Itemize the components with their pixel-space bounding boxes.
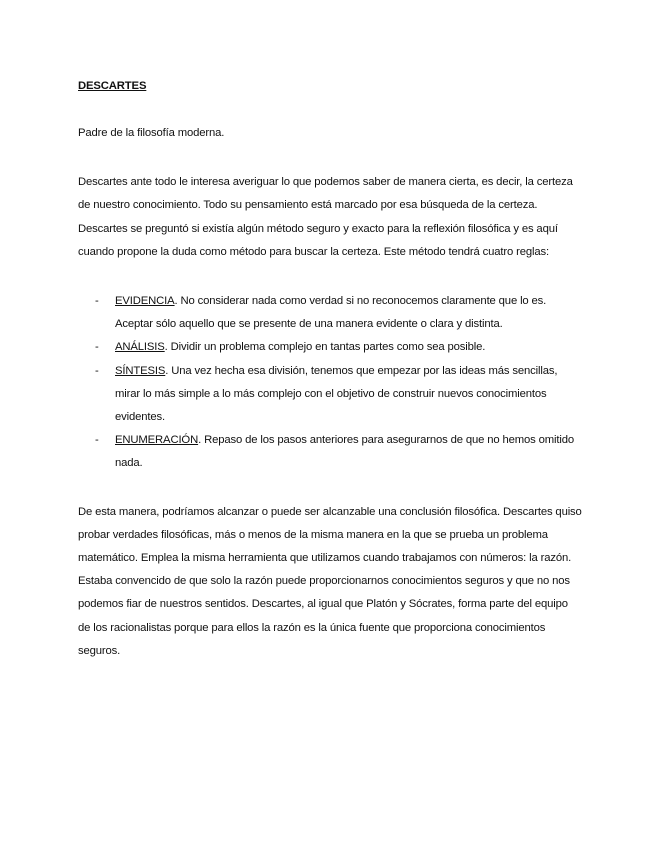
rule-text: . Dividir un problema complejo en tantas partes como sea posible. xyxy=(164,341,486,354)
bullet-dash: - xyxy=(95,295,99,308)
list-item xyxy=(78,290,583,336)
intro-paragraph: Descartes ante todo le interesa averiguar lo que podemos saber de manera cierta, es decir, la certeza de nuestro conocimiento. Todo su pensamiento está marcado por esa búsqueda de la certeza. Descartes se preguntó si existía algún método seguro y exacto para la reflexión filosófica y es aquí cuando propone la duda como método para buscar la certeza. Este método tendrá cuatro reglas: xyxy=(78,176,573,258)
rule-text: . Una vez hecha esa división, tenemos que empezar por las ideas más sencillas, mirar lo más simple a lo más complejo con el objetivo de construir nuevos conocimientos evidentes. xyxy=(115,364,558,424)
closing-paragraph: De esta manera, podríamos alcanzar o puede ser alcanzable una conclusión filosófica. Descartes quiso probar verdades filosóficas, más o menos de la misma manera en la que se prueba un problema matemático. Emplea la misma herramienta que utilizamos cuando trabajamos con números: la razón. Estaba convencido de que solo la razón puede proporcionarnos conocimientos seguros y que no nos podemos fiar de nuestros sentidos. Descartes, al igual que Platón y Sócrates, forma parte del equipo de los racionalistas porque para ellos la razón es la única fuente que proporciona conocimientos seguros. xyxy=(78,505,582,657)
bullet-dash: - xyxy=(95,364,99,377)
document-subtitle: Padre de la filosofía moderna. xyxy=(78,127,225,139)
rule-text: . No considerar nada como verdad si no reconocemos claramente que lo es. Aceptar sólo aquello que se presente de una manera evidente o clara y distinta. xyxy=(115,295,547,331)
list-item xyxy=(78,360,583,430)
bullet-dash: - xyxy=(95,341,99,354)
rules-list xyxy=(78,290,583,476)
document-body xyxy=(78,76,583,663)
rule-term: EVIDENCIA xyxy=(115,295,175,308)
list-item xyxy=(78,429,583,475)
rule-term: ENUMERACIÓN xyxy=(115,434,199,447)
list-item xyxy=(78,336,583,359)
rule-term: ANÁLISIS xyxy=(115,341,165,354)
document-title: DESCARTES xyxy=(78,80,147,92)
bullet-dash: - xyxy=(95,434,99,447)
rule-text: . Repaso de los pasos anteriores para asegurarnos de que no hemos omitido nada. xyxy=(115,434,574,470)
rule-term: SÍNTESIS xyxy=(115,364,166,377)
